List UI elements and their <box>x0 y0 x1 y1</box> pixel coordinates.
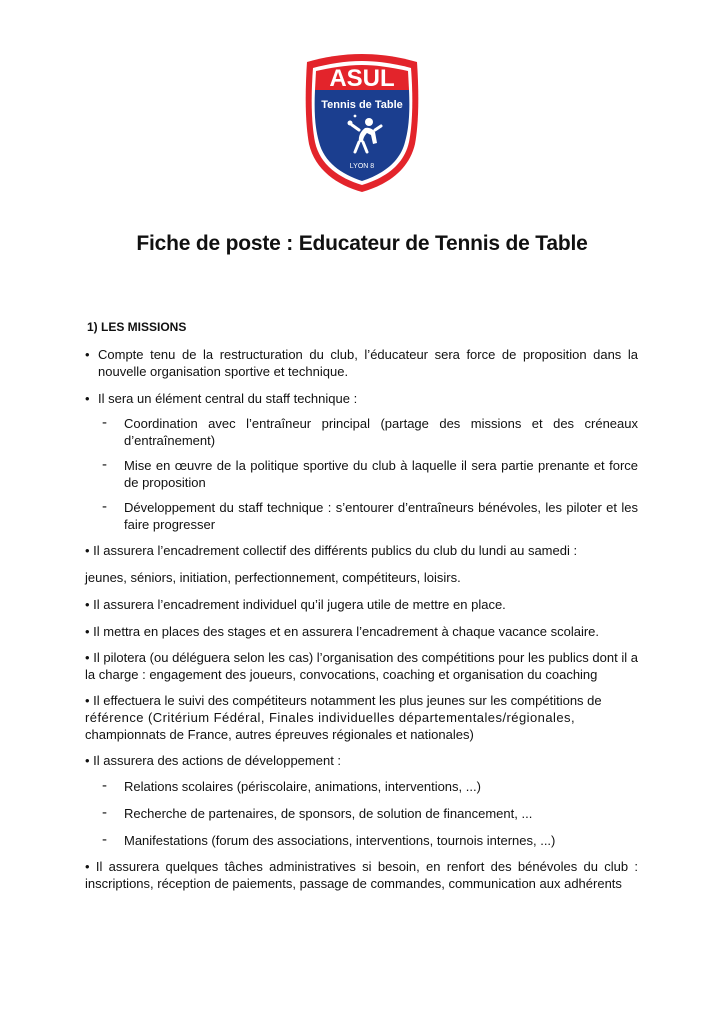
dash-text: Relations scolaires (périscolaire, animations, interventions, ...) <box>124 779 481 794</box>
logo-location-text: LYON 8 <box>349 163 375 170</box>
document-body <box>85 346 638 892</box>
bullet-text: Compte tenu de la restructuration du club, l’éducateur sera force de proposition dans la nouvelle organisation sportive et technique. <box>98 347 638 379</box>
section-heading: 1) LES MISSIONS <box>87 320 187 334</box>
dash-text: Coordination avec l’entraîneur principal (partage des missions et des créneaux d’entraînement) <box>124 416 638 448</box>
dash-item <box>102 457 638 491</box>
dash-item <box>102 832 638 849</box>
logo-brand-text: ASUL <box>329 65 395 92</box>
bullet-text: Il sera un élément central du staff technique : <box>98 391 358 406</box>
dash-text: Mise en œuvre de la politique sportive du club à laquelle il sera partie prenante et force de proposition <box>124 458 638 490</box>
bullet-mark: • <box>85 391 90 406</box>
dash-text: Manifestations (forum des associations, interventions, tournois internes, ...) <box>124 833 556 848</box>
dash-mark: - <box>102 831 107 848</box>
asul-club-logo <box>303 52 421 194</box>
paragraph: • Il assurera l’encadrement collectif des différents publics du club du lundi au samedi : <box>85 543 578 558</box>
paragraph: • Il pilotera (ou déléguera selon les cas) l’organisation des compétitions pour les publics dont il a la charge : engagement des joueurs, convocations, coaching et organisation du coaching <box>85 650 638 682</box>
dash-mark: - <box>102 804 107 821</box>
paragraph <box>85 692 638 743</box>
bullet-item <box>85 346 638 380</box>
paragraph: • Il assurera l’encadrement individuel qu’il jugera utile de mettre en place. <box>85 597 506 612</box>
bullet-item <box>85 390 638 407</box>
paragraph: jeunes, séniors, initiation, perfectionnement, compétiteurs, loisirs. <box>85 570 461 585</box>
paragraph-line: • Il effectuera le suivi des compétiteurs notamment les plus jeunes sur les compétitions de <box>85 693 602 708</box>
dash-mark: - <box>102 777 107 794</box>
dash-item <box>102 415 638 449</box>
paragraph: • Il assurera des actions de développement : <box>85 753 342 768</box>
dash-mark: - <box>102 456 107 473</box>
logo-subtitle-text: Tennis de Table <box>321 99 403 111</box>
paragraph-line: championnats de France, autres épreuves régionales et nationales) <box>85 727 474 742</box>
dash-text: Recherche de partenaires, de sponsors, de solution de financement, ... <box>124 806 533 821</box>
dash-text: Développement du staff technique : s’entourer d’entraîneurs bénévoles, les piloter et les faire progresser <box>124 500 638 532</box>
dash-item <box>102 778 638 795</box>
paragraph: • Il mettra en places des stages et en assurera l’encadrement à chaque vacance scolaire. <box>85 624 600 639</box>
paragraph-line: référence (Critérium Fédéral, Finales individuelles départementales/régionales, <box>85 710 576 725</box>
dash-mark: - <box>102 498 107 515</box>
paragraph: • Il assurera quelques tâches administratives si besoin, en renfort des bénévoles du club : inscriptions, réception de paiements, passage de commandes, communication aux adhérents <box>85 859 638 891</box>
dash-item <box>102 499 638 533</box>
document-title: Fiche de poste : Educateur de Tennis de Table <box>136 232 588 255</box>
bullet-mark: • <box>85 347 90 362</box>
dash-mark: - <box>102 414 107 431</box>
dash-item <box>102 805 638 822</box>
